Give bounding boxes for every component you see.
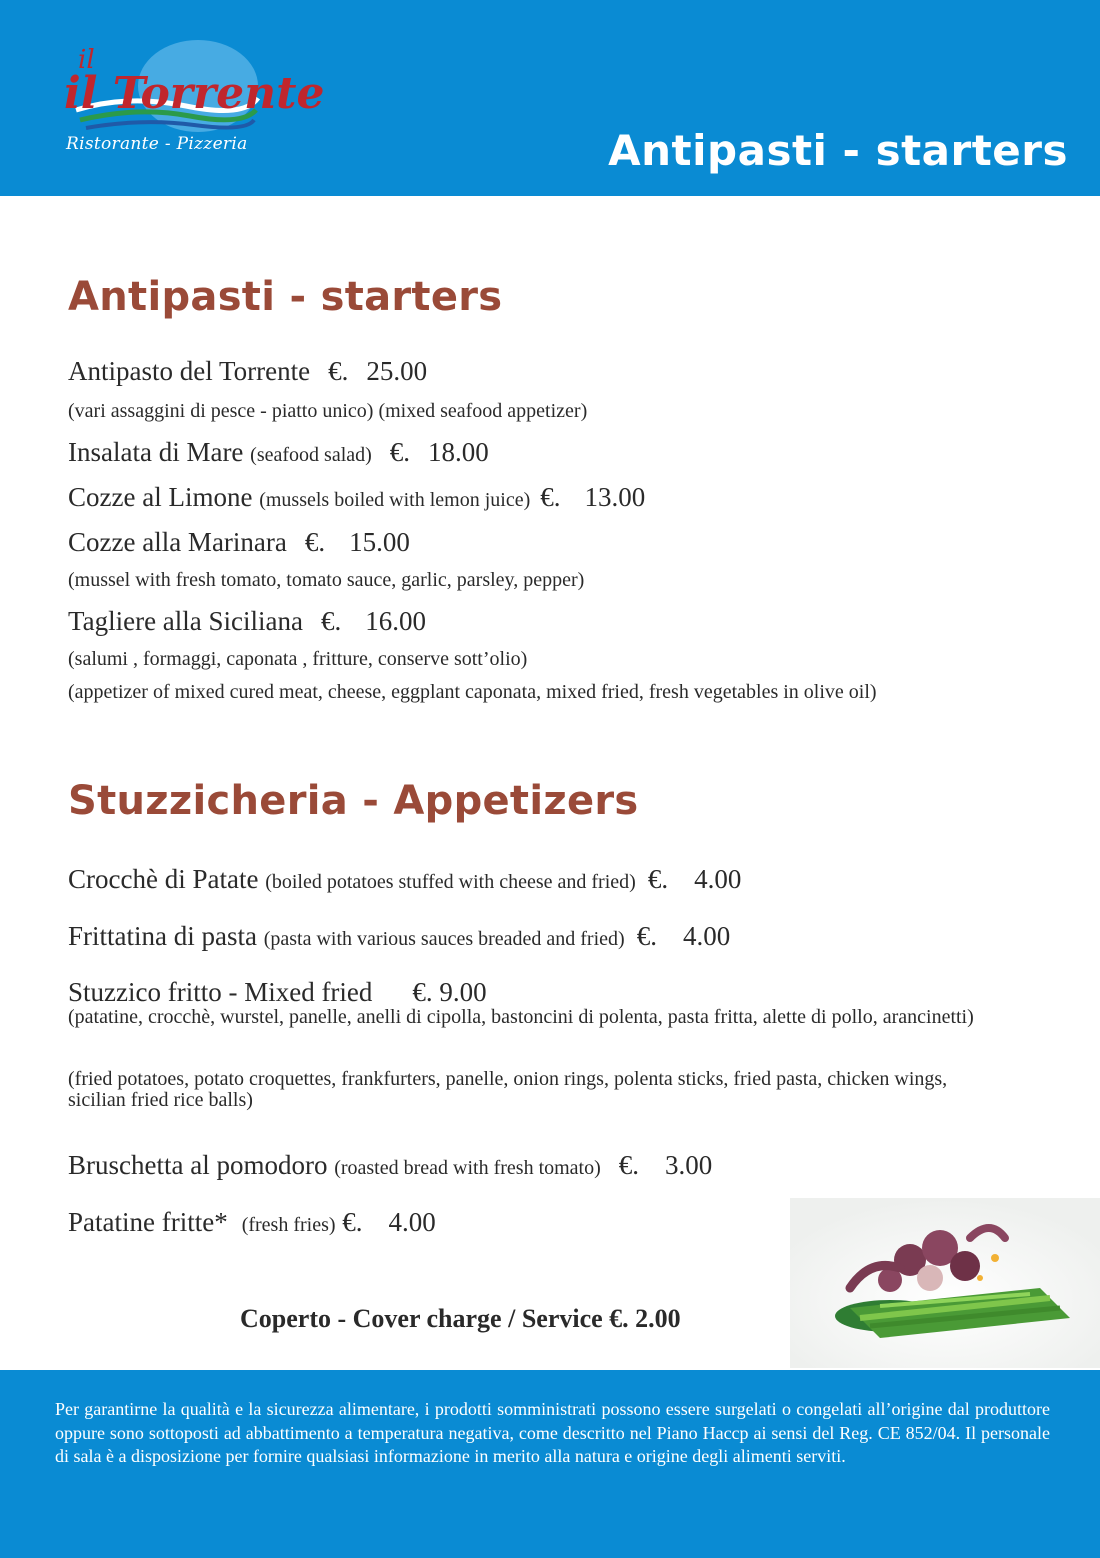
item-currency: €. (647, 864, 669, 894)
item-note: (salumi , formaggi, caponata , fritture, conserve sott’olio) (68, 648, 528, 670)
menu-item (68, 606, 426, 637)
item-currency: €. (328, 356, 349, 386)
item-note: (appetizer of mixed cured meat, cheese, eggplant caponata, mixed fried, fresh vegetables in olive oil) (68, 681, 877, 703)
item-name: Frittatina di pasta (68, 921, 257, 951)
item-name: Insalata di Mare (68, 437, 244, 467)
logo-wordmark: il Torrente (64, 68, 325, 119)
item-desc: (pasta with various sauces breaded and fried) (263, 928, 625, 950)
menu-item (68, 977, 487, 1008)
item-price: 13.00 (584, 482, 646, 512)
menu-item (68, 864, 741, 895)
section-title-antipasti: Antipasti - starters (68, 274, 503, 320)
item-price: 3.00 (665, 1150, 713, 1180)
page-title: Antipasti - starters (608, 126, 1068, 175)
item-price: 16.00 (365, 606, 426, 636)
item-name: Cozze alla Marinara (68, 527, 287, 557)
item-name: Crocchè di Patate (68, 864, 259, 894)
item-desc: (fresh fries) (241, 1214, 336, 1236)
item-note: (patatine, crocchè, wurstel, panelle, anelli di cipolla, bastoncini di polenta, pasta fritta, alette di pollo, arancinetti) (68, 1006, 974, 1028)
item-currency: €. (389, 437, 411, 467)
item-name: Antipasto del Torrente (68, 356, 311, 386)
menu-item (68, 1207, 436, 1238)
item-note: (vari assaggini di pesce - piatto unico) (mixed seafood appetizer) (68, 400, 588, 422)
item-name: Cozze al Limone (68, 482, 253, 512)
item-currency: €. (342, 1207, 363, 1237)
svg-text:il: il (78, 45, 95, 75)
item-price: 18.00 (428, 437, 489, 467)
item-name: Bruschetta al pomodoro (68, 1150, 328, 1180)
menu-item (68, 527, 410, 558)
menu-item (68, 921, 730, 952)
item-price: 25.00 (366, 356, 428, 386)
menu-item (68, 437, 489, 468)
menu-item (68, 482, 645, 513)
logo-subtitle: Ristorante - Pizzeria (66, 134, 248, 154)
item-price: 4.00 (694, 864, 742, 894)
item-desc: (mussels boiled with lemon juice) (259, 489, 531, 511)
footer-band (0, 1370, 1100, 1558)
item-name: Tagliere alla Siciliana (68, 606, 303, 636)
item-currency: €. (636, 921, 657, 951)
item-desc: (roasted bread with fresh tomato) (334, 1157, 601, 1179)
item-price: 15.00 (349, 527, 410, 557)
section-title-stuzzicheria: Stuzzicheria - Appetizers (68, 778, 639, 824)
item-currency: €. (540, 482, 561, 512)
item-note: (fried potatoes, potato croquettes, frankfurters, panelle, onion rings, polenta sticks, fried pasta, chicken wings, sicilian fried rice balls) (68, 1068, 948, 1111)
item-price: 4.00 (682, 921, 731, 951)
item-currency: €. (304, 527, 326, 557)
item-price: 9.00 (439, 977, 487, 1007)
item-name: Stuzzico fritto - Mixed fried (68, 977, 373, 1007)
item-price: 4.00 (388, 1207, 436, 1237)
menu-item (68, 356, 427, 387)
item-desc: (seafood salad) (250, 444, 372, 466)
item-currency: €. (412, 977, 433, 1007)
item-currency: €. (618, 1150, 640, 1180)
menu-item (68, 1150, 712, 1181)
food-photo (790, 1198, 1100, 1368)
header-band (0, 0, 1100, 196)
item-name: Patatine fritte* (68, 1207, 228, 1237)
item-note: (mussel with fresh tomato, tomato sauce, garlic, parsley, pepper) (68, 569, 585, 591)
footer-disclaimer: Per garantirne la qualità e la sicurezza alimentare, i prodotti somministrati possono essere surgelati o congelati all’origine dal produttore oppure sono sottoposti ad abbattimento a temperatura negativa, come descritto nel Piano Haccp ai sensi del Reg. CE 852/04. Il personale di sala è a disposizione per fornire qualsiasi informazione in merito alla natura e origine degli alimenti serviti. (55, 1399, 1050, 1466)
item-desc: (boiled potatoes stuffed with cheese and fried) (265, 871, 636, 893)
cover-charge: Coperto - Cover charge / Service €. 2.00 (240, 1304, 681, 1333)
item-currency: €. (321, 606, 342, 636)
